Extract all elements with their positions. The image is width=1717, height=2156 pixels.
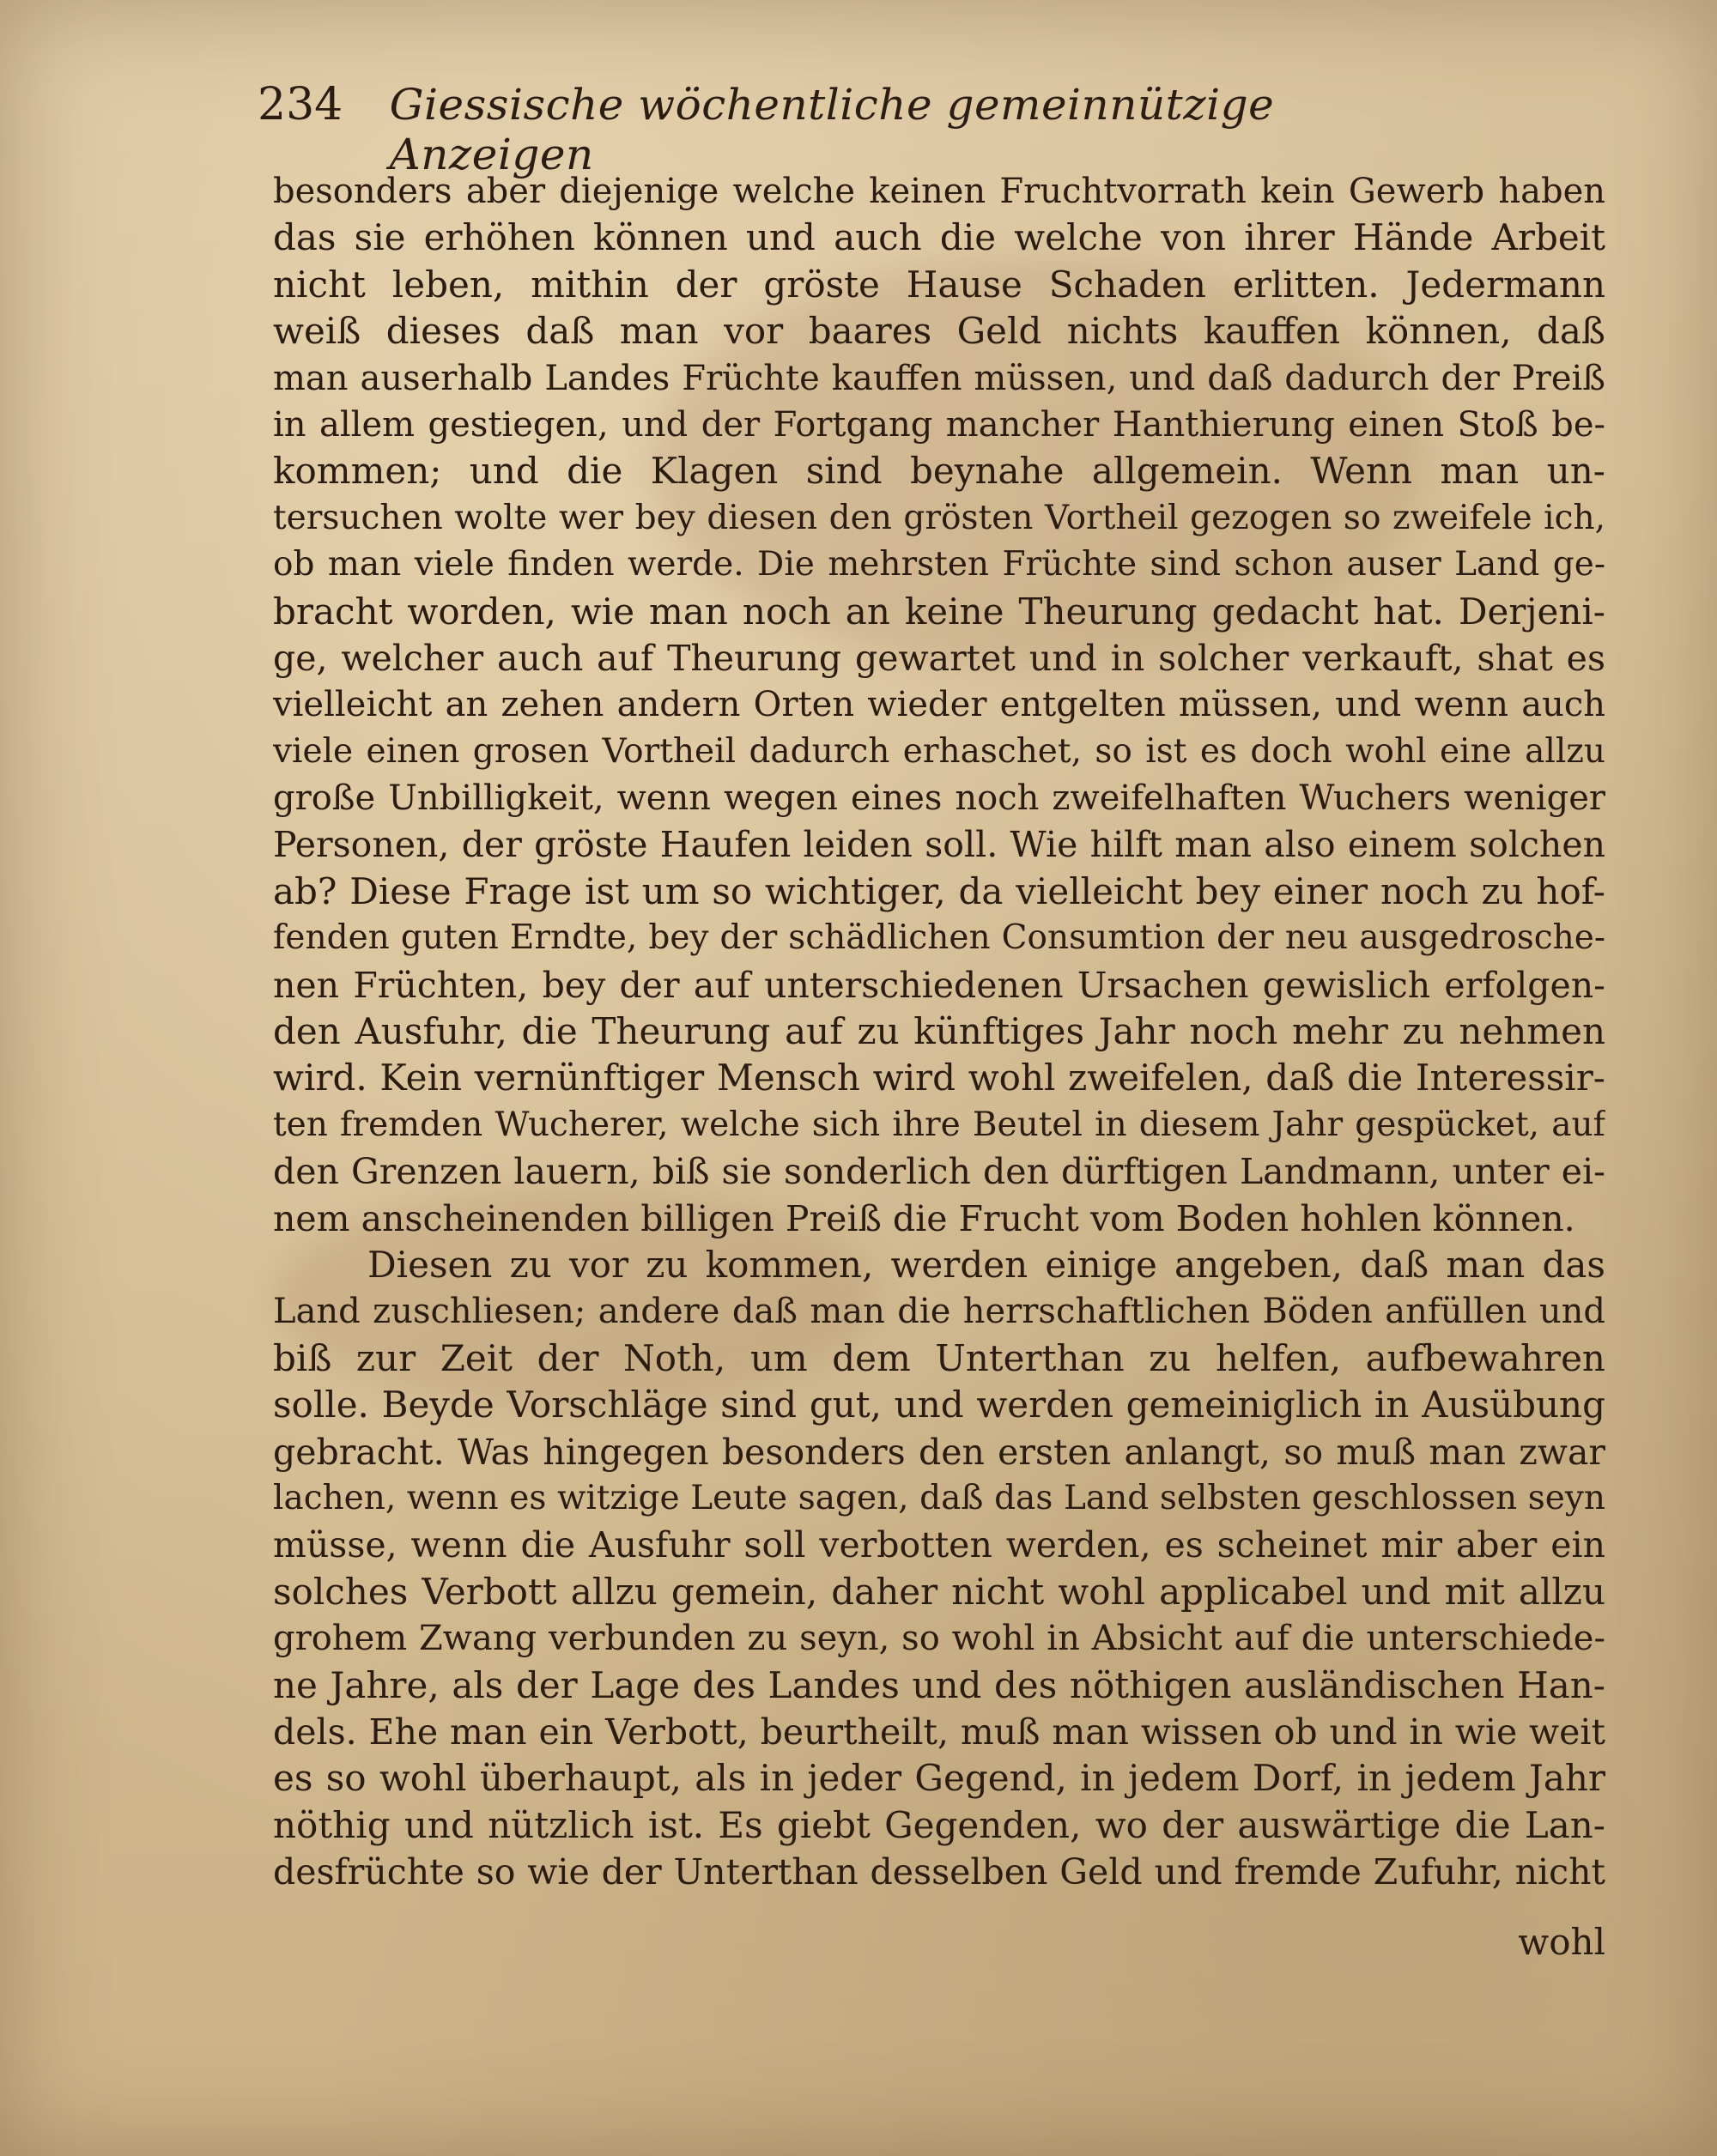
text-line: solle. Beyde Vorschläge sind gut, und werden gemeiniglich in Ausübung [273, 1384, 1605, 1426]
text-line: gebracht. Was hingegen besonders den ersten anlangt, so muß man zwar [273, 1431, 1605, 1473]
body-text [273, 168, 1605, 1895]
catchword: wohl [1518, 1921, 1605, 1963]
text-line: Land zuschliesen; andere daß man die herrschaftlichen Böden anfüllen und [273, 1292, 1605, 1332]
text-line: biß zur Zeit der Noth, um dem Unterthan zu helfen, aufbewahren [273, 1336, 1605, 1379]
text-line: viele einen grosen Vortheil dadurch erhaschet, so ist es doch wohl eine allzu [273, 731, 1605, 771]
running-head: Giessische wöchentliche gemeinnützige Anzeigen [389, 80, 1275, 179]
page-number: 234 [258, 79, 343, 130]
text-line: nen Früchten, bey der auf unterschiedenen Ursachen gewislich erfolgen- [273, 964, 1605, 1006]
text-line: große Unbilligkeit, wenn wegen eines noch zweifelhaften Wuchers weniger [273, 778, 1605, 819]
text-line: bracht worden, wie man noch an keine Theurung gedacht hat. Derjeni- [273, 590, 1605, 633]
text-line: man auserhalb Landes Früchte kauffen müssen, und daß dadurch der Preiß [273, 358, 1605, 398]
text-line: den Grenzen lauern, biß sie sonderlich den dürftigen Landmann, unter ei- [273, 1151, 1605, 1193]
text-line: Diesen zu vor zu kommen, werden einige angeben, daß man das [367, 1243, 1605, 1286]
text-line: lachen, wenn es witzige Leute sagen, daß das Land selbsten geschlossen seyn [273, 1478, 1605, 1517]
text-line: ge, welcher auch auf Theurung gewartet und in solcher verkauft, shat es [273, 637, 1605, 679]
page-header [258, 79, 1442, 179]
text-line: ab? Diese Frage ist um so wichtiger, da vielleicht bey einer noch zu hof- [273, 869, 1605, 912]
text-line: fenden guten Erndte, bey der schädlichen Consumtion der neu ausgedrosche- [273, 918, 1605, 958]
text-line: wird. Kein vernünftiger Mensch wird wohl zweifelen, daß die Interessir- [273, 1057, 1605, 1099]
text-line: desfrüchte so wie der Unterthan desselben Geld und fremde Zufuhr, nicht [273, 1851, 1605, 1893]
text-line: grohem Zwang verbunden zu seyn, so wohl in Absicht auf die unterschiede- [273, 1619, 1605, 1659]
text-line: vielleicht an zehen andern Orten wieder entgelten müssen, und wenn auch [273, 685, 1605, 725]
text-line: nöthig und nützlich ist. Es giebt Gegenden, wo der auswärtige die Lan- [273, 1803, 1605, 1846]
text-line: Personen, der gröste Haufen leiden soll. Wie hilft man also einem solchen [273, 824, 1605, 866]
text-line: in allem gestiegen, und der Fortgang mancher Hanthierung einen Stoß be- [273, 404, 1605, 445]
text-line: nicht leben, mithin der gröste Hause Schaden erlitten. Jedermann [273, 263, 1605, 306]
text-line: ob man viele finden werde. Die mehrsten Früchte sind schon auser Land ge- [273, 545, 1605, 584]
text-line: ten fremden Wucherer, welche sich ihre Beutel in diesem Jahr gespücket, auf [273, 1105, 1605, 1144]
text-line: nem anscheinenden billigen Preiß die Frucht vom Boden hohlen können. [273, 1197, 1575, 1239]
text-line: es so wohl überhaupt, als in jeder Gegend, in jedem Dorf, in jedem Jahr [273, 1757, 1605, 1800]
text-line: besonders aber diejenige welche keinen Fruchtvorrath kein Gewerb haben [273, 172, 1605, 211]
text-line: weiß dieses daß man vor baares Geld nichts kauffen können, daß [273, 310, 1605, 353]
text-line: müsse, wenn die Ausfuhr soll verbotten werden, es scheinet mir aber ein [273, 1524, 1605, 1566]
text-line: ne Jahre, als der Lage des Landes und des nöthigen ausländischen Han- [273, 1663, 1605, 1706]
text-line: das sie erhöhen können und auch die welche von ihrer Hände Arbeit [273, 216, 1605, 259]
text-line: kommen; und die Klagen sind beynahe allgemein. Wenn man un- [273, 450, 1605, 493]
text-line: tersuchen wolte wer bey diesen den grösten Vortheil gezogen so zweifele ich, [273, 498, 1605, 537]
text-line: den Ausfuhr, die Theurung auf zu künftiges Jahr noch mehr zu nehmen [273, 1010, 1605, 1053]
text-line: dels. Ehe man ein Verbott, beurtheilt, muß man wissen ob und in wie weit [273, 1711, 1605, 1753]
text-line: solches Verbott allzu gemein, daher nicht wohl applicabel und mit allzu [273, 1570, 1605, 1613]
